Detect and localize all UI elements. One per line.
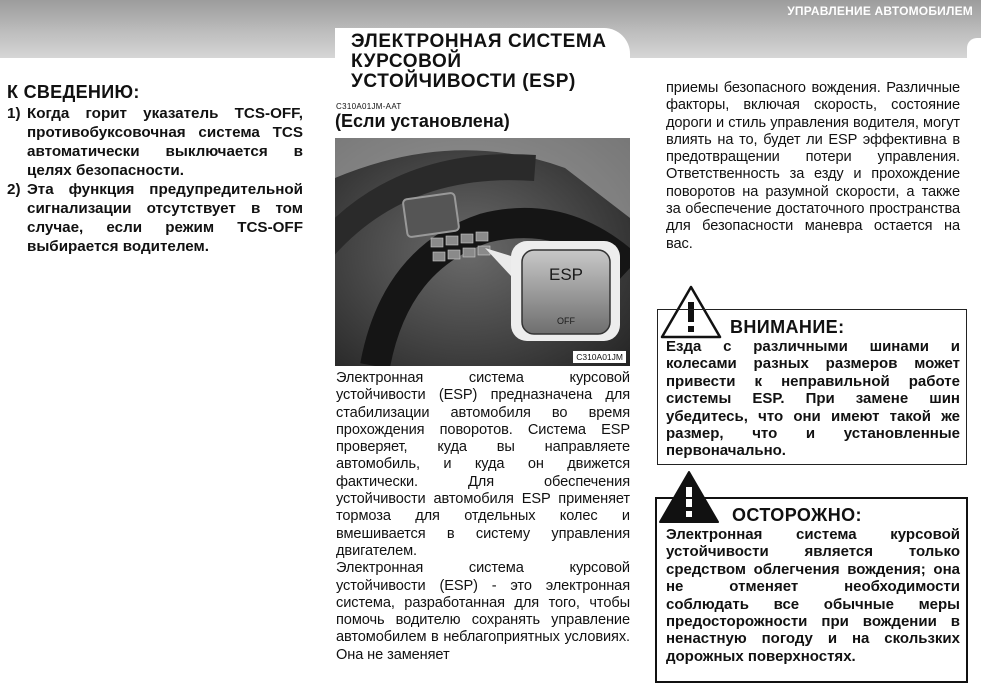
note-block <box>7 82 303 256</box>
note-heading: К СВЕДЕНИЮ: <box>7 82 140 102</box>
list-item-text: Когда горит указатель TCS-OFF, противобуксовочная система TCS автоматически выключается в целях безопасности. <box>27 105 303 179</box>
page-tab-edge <box>967 38 981 58</box>
esp-label: ESP <box>548 265 584 284</box>
paragraph-continued: приемы безопасного вождения. Различные факторы, включая скорость, состояние дороги и стиль управления водителя, могут влиять на то, будет ли ESP эффективна в предотвращении потери управления. Ответственность за езду и прохождение поворотов на разумной скорости, а также за обеспечение достаточного пространства для безопасности маневра остается на вас. <box>666 80 960 252</box>
paragraph: Электронная система курсовой устойчивости (ESP) - это электронная система, разработанная для того, чтобы помочь водителю сохранять управление автомобилем в неблагоприятных условиях. Она не заменяет <box>336 560 630 663</box>
attention-heading: ВНИМАНИЕ: <box>730 317 845 337</box>
section-title: УПРАВЛЕНИЕ АВТОМОБИЛЕМ <box>787 4 973 18</box>
subtitle: (Если установлена) <box>335 111 510 131</box>
esp-button-illustration <box>335 138 630 366</box>
list-item-text: Эта функция предупредительной сигнализации отсутствует в том случае, если режим TCS-OFF выбирается водителем. <box>27 181 303 255</box>
off-label: OFF <box>557 316 575 326</box>
caution-heading: ОСТОРОЖНО: <box>732 505 862 525</box>
document-code: C310A01JM-AAT <box>336 102 402 111</box>
dashboard-picture <box>335 138 630 366</box>
page-title: ЭЛЕКТРОННАЯ СИСТЕМА КУРСОВОЙ УСТОЙЧИВОСТИ (ESP) <box>351 31 607 92</box>
caution-text: Электронная система курсовой устойчивости является только средством облегчения вождения; она не отменяет необходимости соблюдать все обычные меры предосторожности при вождении в ненастную погоду и на скользких дорожных поверхностях. <box>666 526 960 665</box>
paragraph: Электронная система курсовой устойчивости (ESP) предназначена для стабилизации автомобиля во время прохождения поворотов. Система ESP проверяет, куда вы направляете автомобиль, и куда он движется фактически. Для обеспечения устойчивости автомобиля ESP применяет тормоза для отдельных колес и вмешивается в систему управления двигателем. <box>336 370 630 559</box>
list-item-number: 1) <box>7 105 21 122</box>
attention-box <box>657 309 967 465</box>
note-list <box>7 104 303 256</box>
title-tab <box>335 28 630 100</box>
list-item <box>7 104 303 180</box>
list-item-number: 2) <box>7 181 21 198</box>
list-item <box>7 180 303 256</box>
attention-text: Езда с различными шинами и колесами разных размеров может привести к неправильной работе системы ESP. При замене шин убедитесь, что они имеют такой же размер, что и установленные первоначально. <box>666 338 960 460</box>
image-caption: C310A01JM <box>573 351 626 363</box>
body-column-middle <box>336 370 630 664</box>
caution-box <box>655 497 968 683</box>
